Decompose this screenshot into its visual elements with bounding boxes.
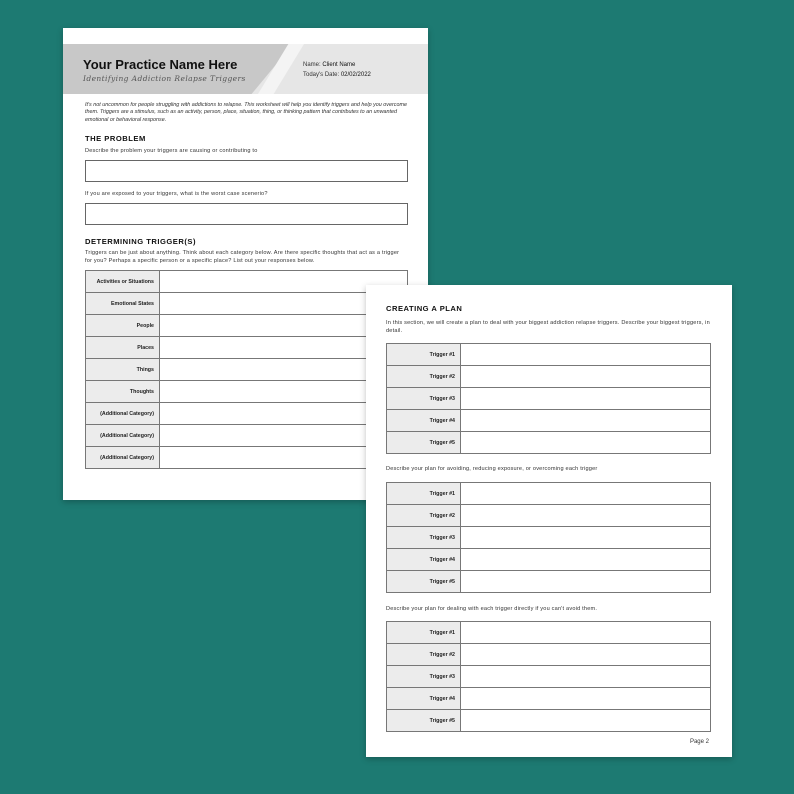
trigger-answer-cell[interactable]: [461, 571, 711, 593]
direct-prompt: Describe your plan for dealing with each trigger directly if you can't avoid them.: [386, 606, 598, 612]
trigger-label: Trigger #5: [387, 432, 461, 454]
trigger-label: Trigger #3: [387, 666, 461, 688]
trigger-label: Trigger #5: [387, 710, 461, 732]
worst-case-prompt: If you are exposed to your triggers, what is the worst case scenerio?: [85, 191, 268, 197]
intro-text: It's not uncommon for people struggling with addictions to relapse. This worksheet will help you identify triggers and help you overcome them. Triggers are a stimulus, such as an activity, person, place, situation, thing, or thinking pattern that contributes to an unwanted emotional or behavioral response.: [85, 102, 407, 123]
category-row: [86, 315, 408, 337]
trigger-label: Trigger #1: [387, 483, 461, 505]
determining-prompt: Triggers can be just about anything. Think about each category below. Are there specific thoughts that act as a trigger for you? Perhaps a specific person or a specific place? List out your responses below.: [85, 250, 400, 264]
trigger-label: Trigger #1: [387, 622, 461, 644]
trigger-answer-cell[interactable]: [461, 527, 711, 549]
trigger-row: [387, 710, 711, 732]
trigger-answer-cell[interactable]: [461, 549, 711, 571]
trigger-row: [387, 483, 711, 505]
trigger-row: [387, 505, 711, 527]
trigger-row: [387, 388, 711, 410]
worksheet-subtitle: Identifying Addiction Relapse Triggers: [83, 74, 246, 83]
client-name[interactable]: Client Name: [322, 62, 356, 68]
trigger-row: [387, 344, 711, 366]
category-label: Things: [86, 359, 160, 381]
trigger-row: [387, 666, 711, 688]
trigger-answer-cell[interactable]: [461, 344, 711, 366]
plan-section-title: CREATING A PLAN: [386, 304, 463, 313]
trigger-row: [387, 432, 711, 454]
category-row: [86, 293, 408, 315]
trigger-answer-cell[interactable]: [461, 666, 711, 688]
categories-table: [85, 270, 408, 469]
date-line: [303, 72, 371, 78]
category-row: [86, 403, 408, 425]
trigger-label: Trigger #4: [387, 410, 461, 432]
page-header: [63, 44, 428, 94]
trigger-answer-cell[interactable]: [461, 505, 711, 527]
trigger-label: Trigger #2: [387, 366, 461, 388]
date-label: Today's Date:: [303, 72, 340, 78]
determining-section-title: DETERMINING TRIGGER(S): [85, 237, 196, 246]
category-label: Thoughts: [86, 381, 160, 403]
trigger-answer-cell[interactable]: [461, 644, 711, 666]
trigger-table-direct: [386, 621, 711, 732]
category-row: [86, 381, 408, 403]
trigger-label: Trigger #1: [387, 344, 461, 366]
trigger-answer-cell[interactable]: [461, 410, 711, 432]
trigger-answer-cell[interactable]: [461, 710, 711, 732]
trigger-answer-cell[interactable]: [461, 483, 711, 505]
trigger-label: Trigger #3: [387, 527, 461, 549]
category-row: [86, 425, 408, 447]
category-label: (Additional Category): [86, 425, 160, 447]
trigger-answer-cell[interactable]: [461, 432, 711, 454]
avoid-prompt: Describe your plan for avoiding, reducing exposure, or overcoming each trigger: [386, 466, 598, 472]
category-label: Activities or Situations: [86, 271, 160, 293]
trigger-label: Trigger #5: [387, 571, 461, 593]
trigger-label: Trigger #2: [387, 505, 461, 527]
trigger-answer-cell[interactable]: [461, 366, 711, 388]
problem-answer-box[interactable]: [85, 160, 408, 182]
plan-intro: In this section, we will create a plan to deal with your biggest addiction relapse triggers. Describe your biggest triggers, in detail.: [386, 320, 710, 334]
problem-section-title: THE PROBLEM: [85, 134, 146, 143]
trigger-label: Trigger #2: [387, 644, 461, 666]
trigger-row: [387, 527, 711, 549]
trigger-answer-cell[interactable]: [461, 688, 711, 710]
category-row: [86, 337, 408, 359]
client-name-line: [303, 62, 355, 68]
trigger-row: [387, 622, 711, 644]
category-row: [86, 359, 408, 381]
trigger-row: [387, 549, 711, 571]
practice-name: Your Practice Name Here: [83, 57, 238, 72]
trigger-row: [387, 571, 711, 593]
category-row: [86, 447, 408, 469]
trigger-row: [387, 410, 711, 432]
date-value[interactable]: 02/02/2022: [340, 72, 371, 78]
category-label: (Additional Category): [86, 447, 160, 469]
category-label: (Additional Category): [86, 403, 160, 425]
worst-case-answer-box[interactable]: [85, 203, 408, 225]
trigger-label: Trigger #3: [387, 388, 461, 410]
trigger-answer-cell[interactable]: [461, 388, 711, 410]
trigger-table-avoid: [386, 482, 711, 593]
category-row: [86, 271, 408, 293]
trigger-row: [387, 688, 711, 710]
page-number: Page 2: [689, 739, 709, 745]
trigger-label: Trigger #4: [387, 549, 461, 571]
trigger-row: [387, 644, 711, 666]
trigger-answer-cell[interactable]: [461, 622, 711, 644]
name-label: Name:: [303, 62, 321, 68]
category-label: People: [86, 315, 160, 337]
category-label: Emotional States: [86, 293, 160, 315]
trigger-label: Trigger #4: [387, 688, 461, 710]
problem-prompt: Describe the problem your triggers are causing or contributing to: [85, 148, 258, 154]
trigger-table-describe: [386, 343, 711, 454]
worksheet-page-2: [366, 285, 732, 757]
trigger-row: [387, 366, 711, 388]
category-label: Places: [86, 337, 160, 359]
